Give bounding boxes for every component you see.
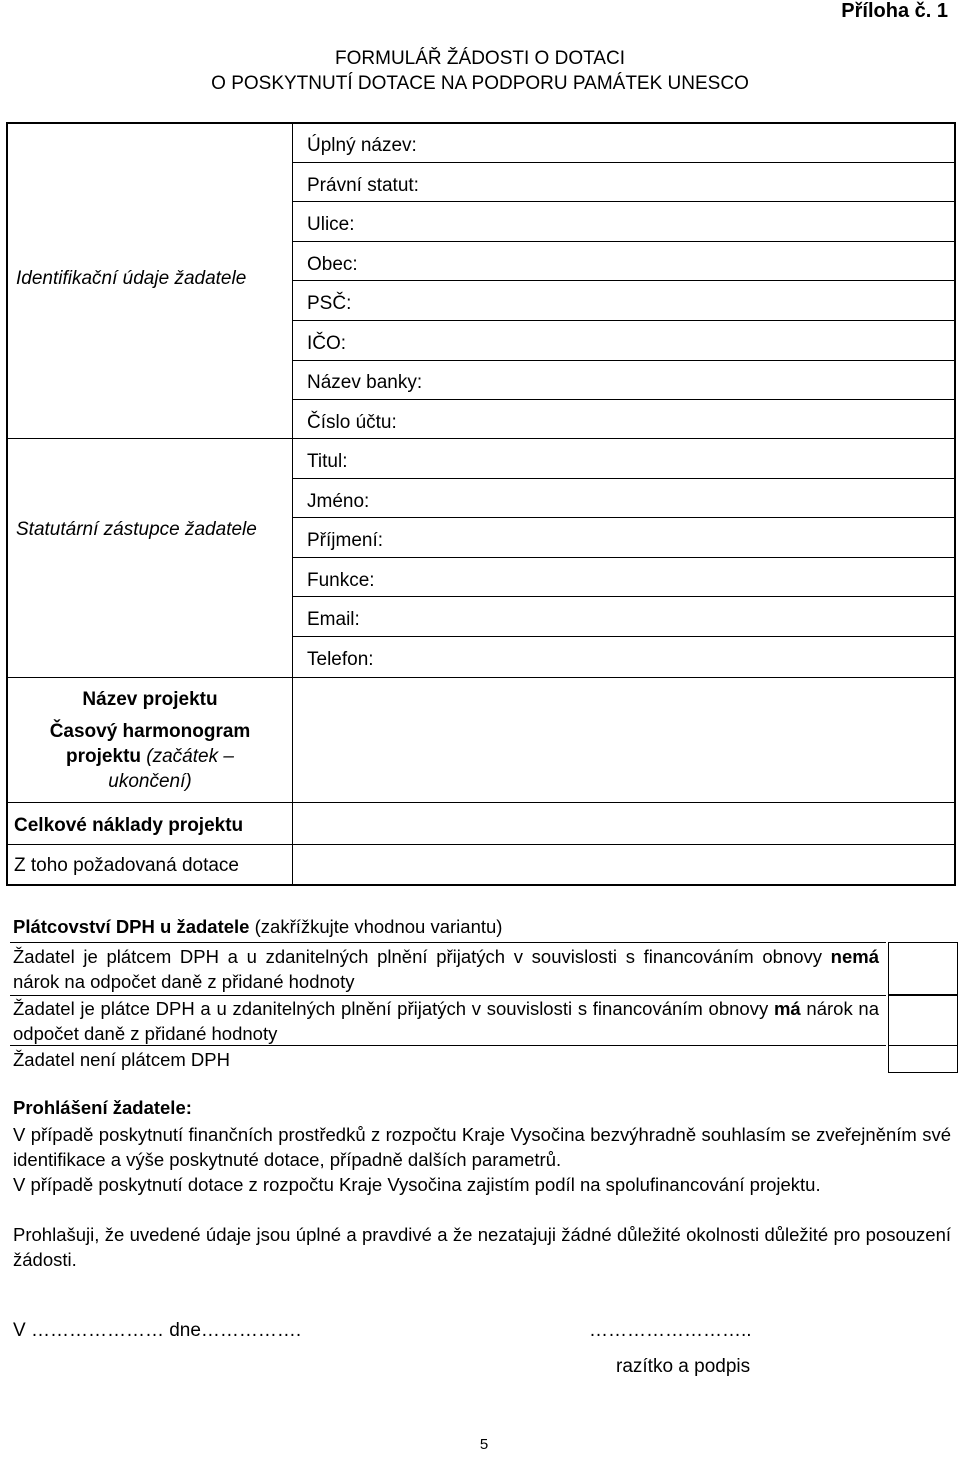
field-first-name: Jméno: bbox=[307, 491, 370, 512]
vat-heading-bold: Plátcovství DPH u žadatele bbox=[13, 916, 250, 937]
schedule-label-bold: Časový harmonogram projektu bbox=[49, 721, 251, 767]
requested-grant-label: Z toho požadovaná dotace bbox=[14, 855, 240, 876]
vat-option-2 bbox=[13, 996, 879, 1046]
section-line bbox=[8, 844, 956, 845]
field-phone: Telefon: bbox=[307, 649, 374, 670]
vat-line bbox=[10, 942, 886, 943]
row-line bbox=[292, 162, 956, 163]
vat-heading bbox=[13, 916, 502, 938]
column-divider bbox=[292, 124, 293, 884]
row-line bbox=[292, 517, 956, 518]
field-city: Obec: bbox=[307, 254, 358, 275]
vat-option-3-checkbox[interactable] bbox=[888, 1045, 958, 1073]
declaration-paragraph-1: V případě poskytnutí finančních prostředků z rozpočtu Kraje Vysočina bezvýhradně souhlasím se zveřejněním své identifikace a výše poskytnuté dotace, případně dalších parametrů. bbox=[13, 1124, 951, 1170]
form-subtitle: O POSKYTNUTÍ DOTACE NA PODPORU PAMÁTEK UNESCO bbox=[211, 73, 749, 94]
page-number: 5 bbox=[479, 1436, 489, 1453]
signature-dots: …………………….. bbox=[589, 1320, 752, 1341]
row-line bbox=[292, 478, 956, 479]
place-date-line: V ………………… dne……………. bbox=[13, 1320, 302, 1341]
stamp-signature-label: razítko a podpis bbox=[616, 1356, 751, 1377]
field-legal-status: Právní statut: bbox=[307, 175, 419, 196]
field-ico: IČO: bbox=[307, 333, 347, 354]
field-function: Funkce: bbox=[307, 570, 375, 591]
project-name-label: Název projektu bbox=[82, 689, 218, 710]
applicant-id-label: Identifikační údaje žadatele bbox=[16, 268, 247, 289]
field-full-name: Úplný název: bbox=[307, 135, 417, 156]
vat-option-1 bbox=[13, 944, 879, 994]
identification-table bbox=[6, 122, 956, 886]
field-account-number: Číslo účtu: bbox=[307, 412, 397, 433]
row-line bbox=[292, 399, 956, 400]
section-line bbox=[8, 802, 956, 803]
row-line bbox=[292, 201, 956, 202]
section-line bbox=[8, 438, 956, 439]
vat-heading-note: (zakřížkujte vhodnou variantu) bbox=[249, 916, 503, 937]
field-title: Titul: bbox=[307, 451, 348, 472]
schedule-label-italic: (začátek – ukončení) bbox=[108, 746, 234, 792]
row-line bbox=[292, 557, 956, 558]
declaration-paragraph-3: Prohlašuji, že uvedené údaje jsou úplné a pravdivé a že nezatajuji žádné důležité okolnosti důležité pro posouzení žádosti. bbox=[13, 1224, 951, 1270]
declaration-heading: Prohlášení žadatele: bbox=[13, 1097, 192, 1118]
vat-option-1-emphasis: nemá bbox=[830, 946, 879, 967]
vat-option-2-emphasis: má bbox=[773, 998, 801, 1019]
row-line bbox=[292, 636, 956, 637]
vat-option-2-text-end: nárok na odpočet daně z přidané hodnoty bbox=[13, 998, 879, 1044]
section-line bbox=[8, 677, 956, 678]
statutory-label: Statutární zástupce žadatele bbox=[16, 519, 257, 540]
row-line bbox=[292, 241, 956, 242]
field-street: Ulice: bbox=[307, 214, 355, 235]
schedule-label bbox=[28, 719, 272, 794]
vat-option-2-checkbox[interactable] bbox=[888, 994, 958, 1046]
field-email: Email: bbox=[307, 609, 360, 630]
vat-option-1-checkbox[interactable] bbox=[888, 942, 958, 996]
declaration-paragraph-2: V případě poskytnutí dotace z rozpočtu Kraje Vysočina zajistím podíl na spolufinancování projektu. bbox=[13, 1174, 821, 1195]
vat-option-3: Žadatel není plátcem DPH bbox=[13, 1049, 230, 1070]
vat-option-1-text: Žadatel je plátcem DPH a u zdanitelných plnění přijatých v souvislosti s financováním obnovy bbox=[13, 946, 831, 967]
row-line bbox=[292, 320, 956, 321]
field-surname: Příjmení: bbox=[307, 530, 384, 551]
row-line bbox=[292, 360, 956, 361]
row-line bbox=[292, 280, 956, 281]
annex-label: Příloha č. 1 bbox=[841, 0, 948, 22]
field-postcode: PSČ: bbox=[307, 293, 352, 314]
vat-option-1-text-end: nárok na odpočet daně z přidané hodnoty bbox=[13, 971, 355, 992]
row-line bbox=[292, 596, 956, 597]
vat-option-2-text: Žadatel je plátce DPH a u zdanitelných plnění přijatých v souvislosti s financováním obnovy bbox=[13, 998, 774, 1019]
field-bank-name: Název banky: bbox=[307, 372, 423, 393]
total-costs-label: Celkové náklady projektu bbox=[14, 815, 244, 836]
form-title: FORMULÁŘ ŽÁDOSTI O DOTACI bbox=[335, 48, 625, 69]
